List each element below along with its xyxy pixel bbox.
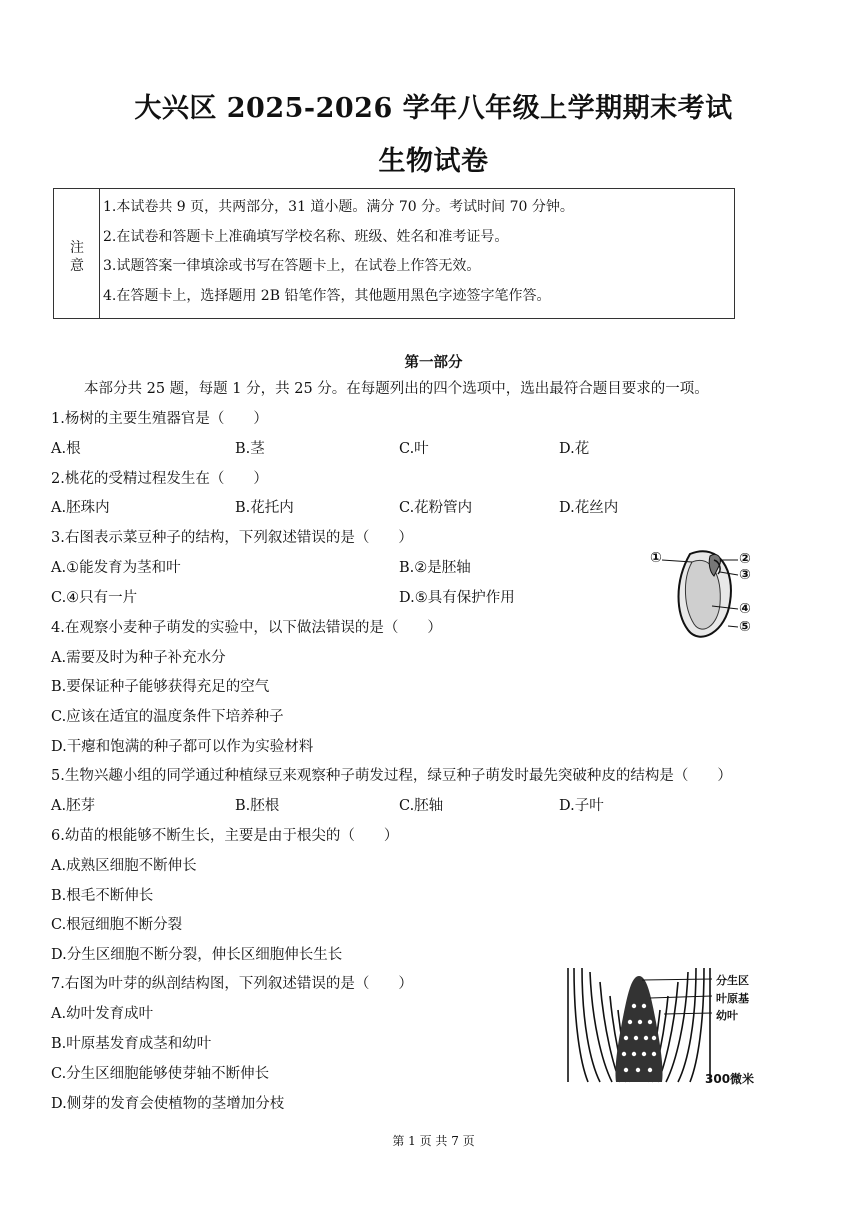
question-stem: 6.幼苗的根能够不断生长，主要是由于根尖的（ ）: [51, 828, 399, 844]
option-d: D.⑤具有保护作用: [399, 590, 515, 606]
bean-seed-figure: [650, 542, 760, 650]
page-subtitle: 生物试卷: [378, 146, 489, 177]
option-a: A.根: [51, 441, 81, 457]
question-stem: 1.杨树的主要生殖器官是（ ）: [51, 411, 268, 427]
option-c: C.分生区细胞能够使芽轴不断伸长: [51, 1066, 270, 1082]
seed-label-1: ①: [650, 550, 662, 566]
notice-label: [54, 189, 100, 318]
question-stem: 3.右图表示菜豆种子的结构，下列叙述错误的是（ ）: [51, 530, 413, 546]
option-c: C.根冠细胞不断分裂: [51, 917, 183, 933]
notice-label-char-1: 注: [70, 240, 84, 256]
option-a: A.①能发育为茎和叶: [51, 560, 181, 576]
section-heading: 第一部分: [404, 354, 463, 371]
option-a: A.胚珠内: [51, 500, 110, 516]
option-c: C.叶: [399, 441, 429, 457]
bud-label-meristem: 分生区: [716, 974, 749, 987]
leaf-bud-figure: [560, 962, 765, 1088]
bud-label-leaf-primordium: 叶原基: [716, 992, 749, 1005]
option-c: C.应该在适宜的温度条件下培养种子: [51, 709, 284, 725]
section-intro: 本部分共 25 题，每题 1 分，共 25 分。在每题列出的四个选项中，选出最符合题目要求的一项。: [84, 381, 709, 397]
seed-label-2: ②: [739, 551, 751, 567]
question-stem: 4.在观察小麦种子萌发的实验中，以下做法错误的是（ ）: [51, 620, 442, 636]
page-title: 大兴区 2025-2026 学年八年级上学期期末考试: [134, 93, 733, 124]
option-d: D.分生区细胞不断分裂，伸长区细胞伸长生长: [51, 947, 343, 963]
option-d: D.子叶: [559, 798, 604, 814]
option-b: B.叶原基发育成茎和幼叶: [51, 1036, 212, 1052]
bud-scale-label: 300微米: [705, 1072, 755, 1086]
option-d: D.花丝内: [559, 500, 619, 516]
notice-label-char-2: 意: [70, 258, 84, 274]
option-b: B.要保证种子能够获得充足的空气: [51, 679, 270, 695]
option-b: B.花托内: [235, 500, 294, 516]
option-c: C.④只有一片: [51, 590, 138, 606]
question-stem: 7.右图为叶芽的纵剖结构图，下列叙述错误的是（ ）: [51, 976, 413, 992]
option-c: C.胚轴: [399, 798, 444, 814]
option-c: C.花粉管内: [399, 500, 473, 516]
option-b: B.茎: [235, 441, 265, 457]
seed-label-4: ④: [739, 601, 751, 617]
option-b: B.根毛不断伸长: [51, 888, 154, 904]
notice-box: [53, 188, 735, 319]
option-a: A.成熟区细胞不断伸长: [51, 858, 197, 874]
option-b: B.胚根: [235, 798, 280, 814]
option-a: A.胚芽: [51, 798, 96, 814]
page-footer: 第 1 页 共 7 页: [392, 1134, 475, 1148]
question-stem: 2.桃花的受精过程发生在（ ）: [51, 471, 268, 487]
option-d: D.侧芽的发育会使植物的茎增加分枝: [51, 1096, 285, 1112]
notice-line: 3.试题答案一律填涂或书写在答题卡上，在试卷上作答无效。: [103, 258, 481, 274]
option-d: D.干瘪和饱满的种子都可以作为实验材料: [51, 739, 314, 755]
bud-label-young-leaf: 幼叶: [716, 1009, 738, 1022]
notice-line: 1.本试卷共 9 页，共两部分，31 道小题。满分 70 分。考试时间 70 分钟。: [103, 199, 574, 215]
option-a: A.需要及时为种子补充水分: [51, 650, 226, 666]
notice-line: 4.在答题卡上，选择题用 2B 铅笔作答，其他题用黑色字迹签字笔作答。: [103, 288, 551, 304]
seed-label-5: ⑤: [739, 619, 751, 635]
option-b: B.②是胚轴: [399, 560, 471, 576]
option-d: D.花: [559, 441, 590, 457]
notice-line: 2.在试卷和答题卡上准确填写学校名称、班级、姓名和准考证号。: [103, 229, 509, 245]
seed-label-3: ③: [739, 567, 751, 583]
option-a: A.幼叶发育成叶: [51, 1006, 154, 1022]
question-stem: 5.生物兴趣小组的同学通过种植绿豆来观察种子萌发过程，绿豆种子萌发时最先突破种皮的结构是（ ）: [51, 768, 732, 784]
